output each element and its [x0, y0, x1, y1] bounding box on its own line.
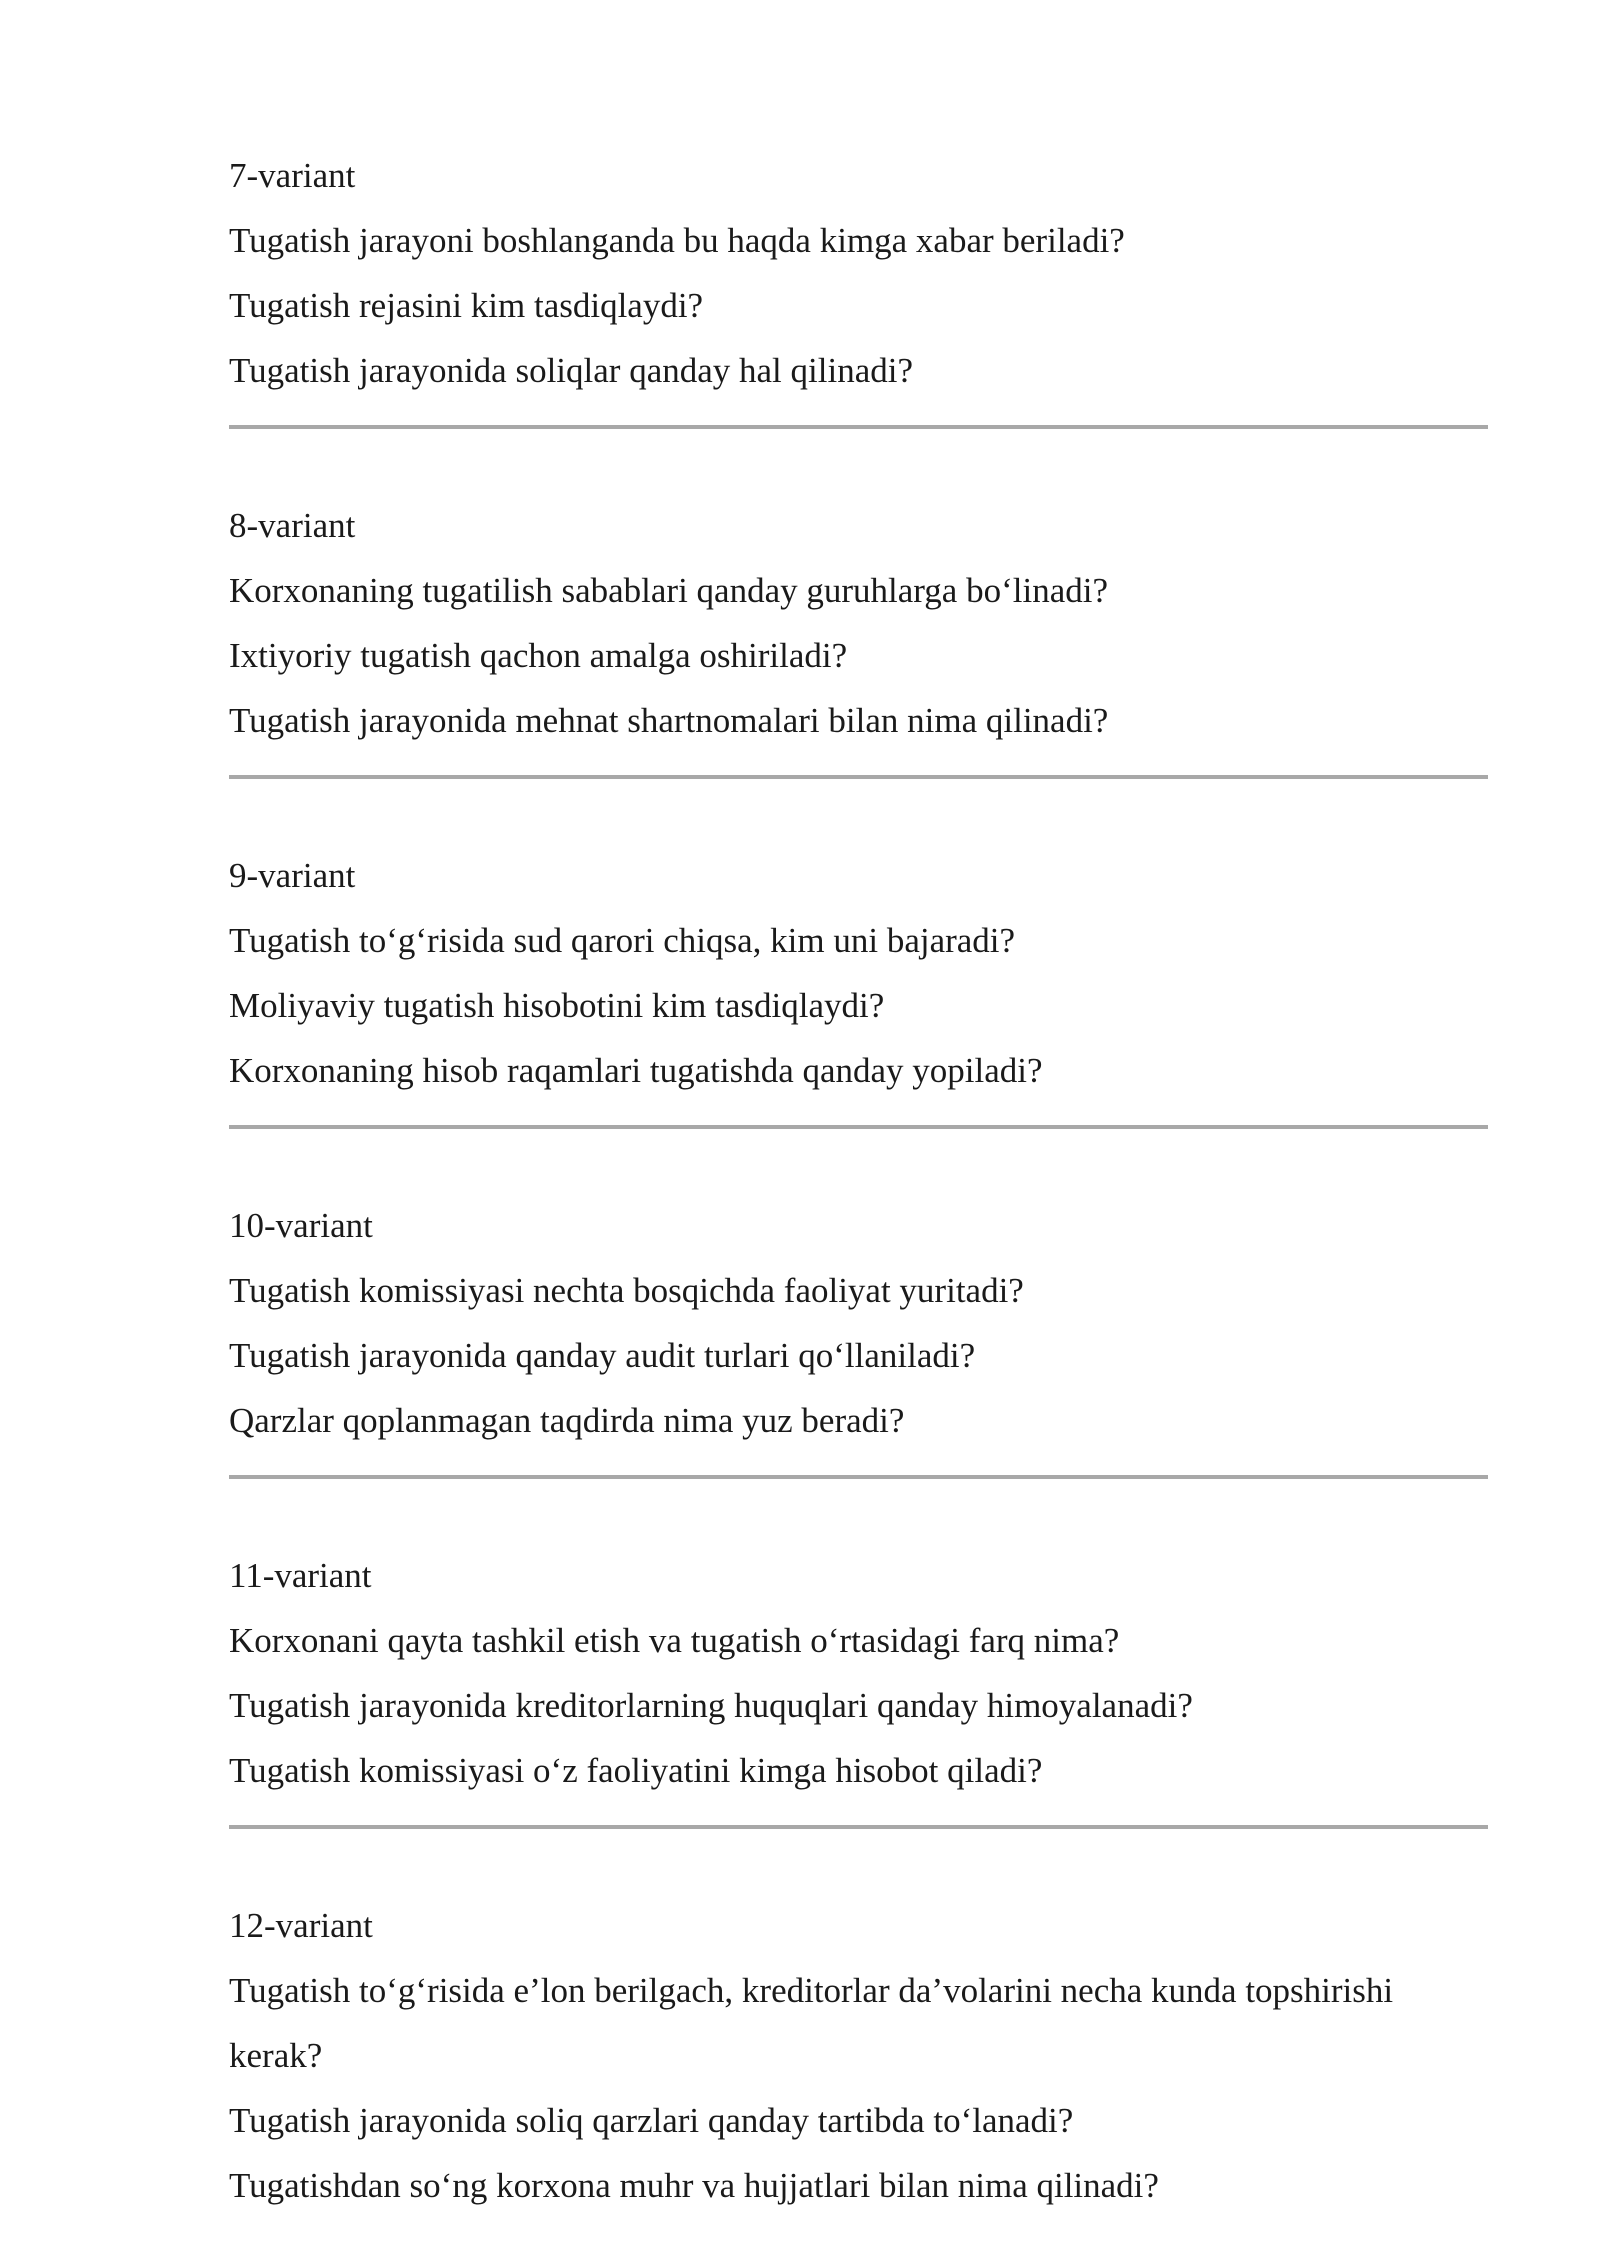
- question: Tugatish toʻgʻrisida sud qarori chiqsa, kim uni bajaradi?: [229, 921, 1016, 960]
- question: Tugatish jarayonida qanday audit turlari qoʻllaniladi?: [229, 1336, 976, 1375]
- section-spacer: [229, 429, 1488, 493]
- variant-title: 7-variant: [229, 156, 356, 195]
- variant-title: 11-variant: [229, 1556, 372, 1595]
- question: Tugatish jarayonida soliq qarzlari qanday tartibda toʻlanadi?: [229, 2101, 1074, 2140]
- variant-section-9: [229, 843, 1488, 1193]
- question: Tugatish jarayoni boshlanganda bu haqda kimga xabar beriladi?: [229, 221, 1125, 260]
- variant-section-8: [229, 493, 1488, 843]
- variant-title: 9-variant: [229, 856, 356, 895]
- question: Tugatish jarayonida kreditorlarning huquqlari qanday himoyalanadi?: [229, 1686, 1193, 1725]
- variant-section-12: [229, 1893, 1488, 2218]
- question: Qarzlar qoplanmagan taqdirda nima yuz beradi?: [229, 1401, 905, 1440]
- section-spacer: [229, 779, 1488, 843]
- question: Tugatish toʻgʻrisida e’lon berilgach, kreditorlar da’volarini necha kunda topshirishi kerak?: [229, 1971, 1394, 2075]
- document-content: [229, 143, 1488, 2218]
- question: Ixtiyoriy tugatish qachon amalga oshiriladi?: [229, 636, 848, 675]
- question: Tugatishdan soʻng korxona muhr va hujjatlari bilan nima qilinadi?: [229, 2166, 1159, 2205]
- question: Tugatish jarayonida mehnat shartnomalari bilan nima qilinadi?: [229, 701, 1109, 740]
- question: Korxonani qayta tashkil etish va tugatish oʻrtasidagi farq nima?: [229, 1621, 1120, 1660]
- question: Korxonaning hisob raqamlari tugatishda qanday yopiladi?: [229, 1051, 1043, 1090]
- question: Moliyaviy tugatish hisobotini kim tasdiqlaydi?: [229, 986, 885, 1025]
- variant-title: 10-variant: [229, 1206, 373, 1245]
- variant-section-11: [229, 1543, 1488, 1893]
- variant-section-7: [229, 143, 1488, 493]
- variant-title: 12-variant: [229, 1906, 373, 1945]
- question: Korxonaning tugatilish sabablari qanday guruhlarga boʻlinadi?: [229, 571, 1108, 610]
- section-spacer: [229, 1129, 1488, 1193]
- variant-title: 8-variant: [229, 506, 356, 545]
- section-spacer: [229, 1479, 1488, 1543]
- section-spacer: [229, 1829, 1488, 1893]
- question: Tugatish rejasini kim tasdiqlaydi?: [229, 286, 704, 325]
- question: Tugatish komissiyasi nechta bosqichda faoliyat yuritadi?: [229, 1271, 1024, 1310]
- question: Tugatish jarayonida soliqlar qanday hal qilinadi?: [229, 351, 913, 390]
- variant-section-10: [229, 1193, 1488, 1543]
- question: Tugatish komissiyasi oʻz faoliyatini kimga hisobot qiladi?: [229, 1751, 1043, 1790]
